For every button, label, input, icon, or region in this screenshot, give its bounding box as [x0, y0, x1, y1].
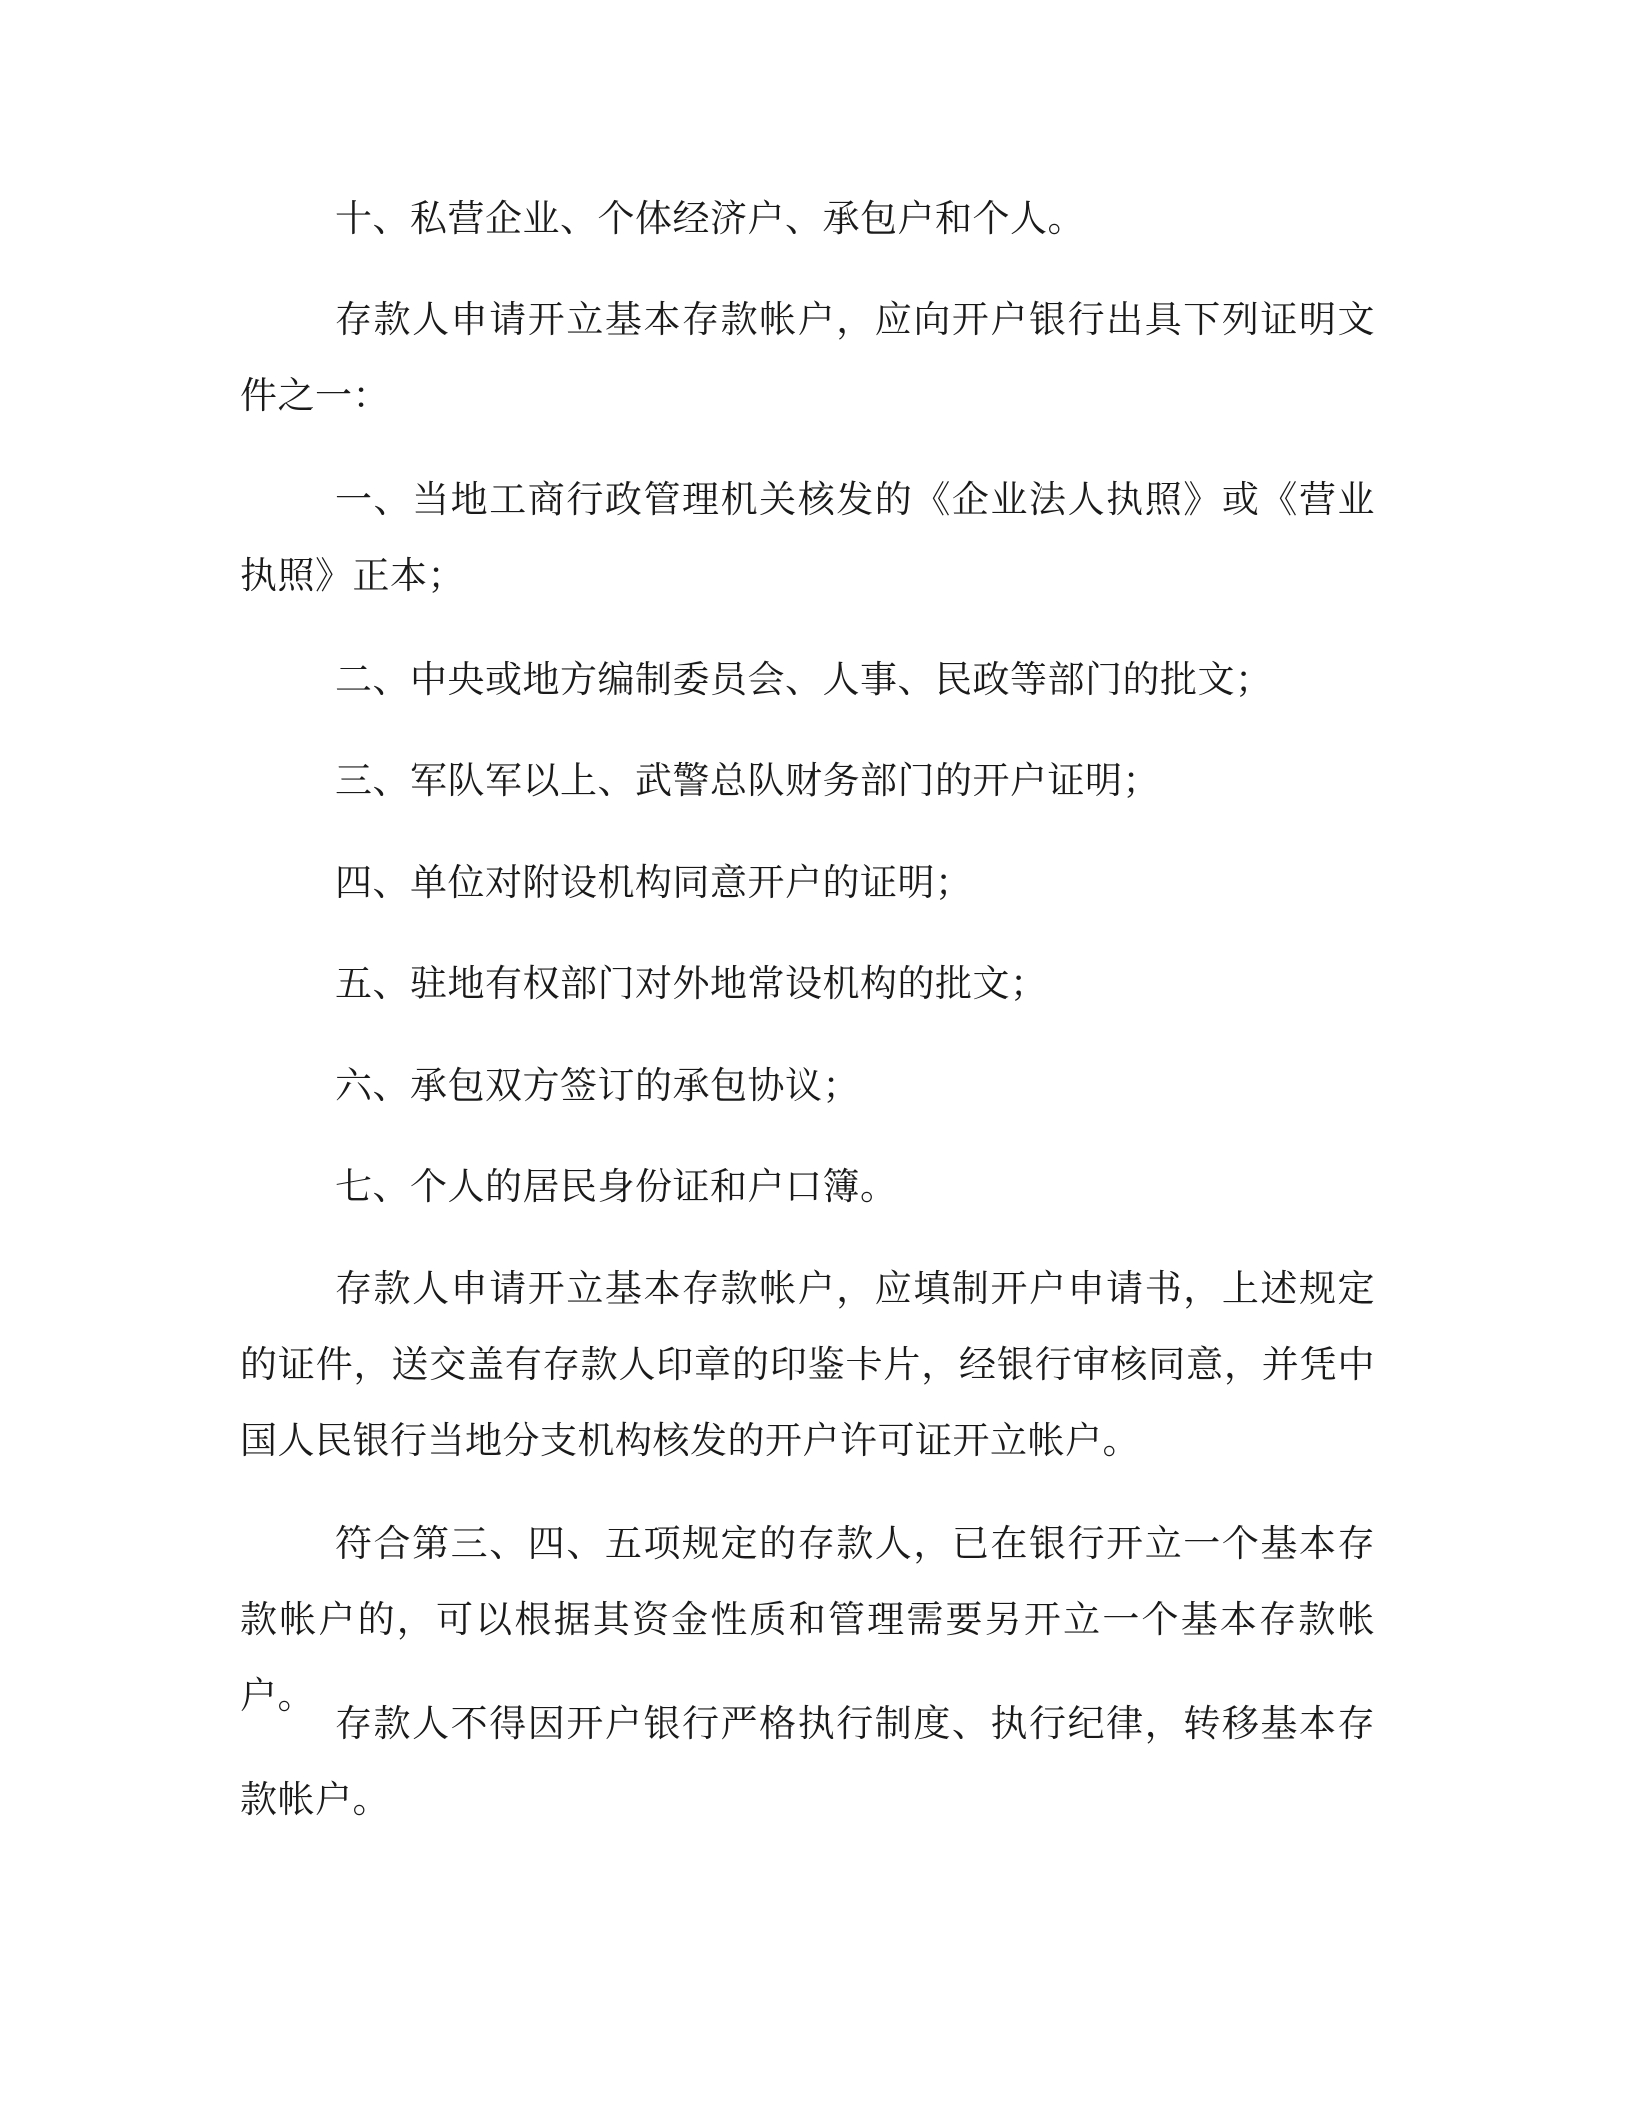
paragraph-item-five: 五、驻地有权部门对外地常设机构的批文；: [335, 962, 1048, 1005]
paragraph-category-ten: 十、私营企业、个体经济户、承包户和个人。: [335, 197, 1085, 240]
paragraph-item-six: 六、承包双方签订的承包协议；: [335, 1064, 860, 1107]
paragraph-application-procedure: 存款人申请开立基本存款帐户，应填制开户申请书，上述规定的证件，送交盖有存款人印章的印鉴卡片，经银行审核同意，并凭中国人民银行当地分支机构核发的开户许可证开立帐户。: [240, 1267, 1375, 1462]
paragraph-item-three: 三、军队军以上、武警总队财务部门的开户证明；: [335, 759, 1160, 802]
paragraph-item-four: 四、单位对附设机构同意开户的证明；: [335, 861, 973, 904]
paragraph-basic-account-documents-intro: 存款人申请开立基本存款帐户，应向开户银行出具下列证明文件之一：: [240, 298, 1375, 417]
paragraph-item-seven: 七、个人的居民身份证和户口簿。: [335, 1165, 898, 1208]
paragraph-item-two: 二、中央或地方编制委员会、人事、民政等部门的批文；: [335, 658, 1273, 701]
paragraph-additional-account: 符合第三、四、五项规定的存款人，已在银行开立一个基本存款帐户的，可以根据其资金性质和管理需要另开立一个基本存款帐户。: [240, 1522, 1375, 1717]
paragraph-item-one: 一、当地工商行政管理机关核发的《企业法人执照》或《营业执照》正本；: [240, 478, 1375, 597]
paragraph-no-transfer: 存款人不得因开户银行严格执行制度、执行纪律，转移基本存款帐户。: [240, 1702, 1375, 1821]
